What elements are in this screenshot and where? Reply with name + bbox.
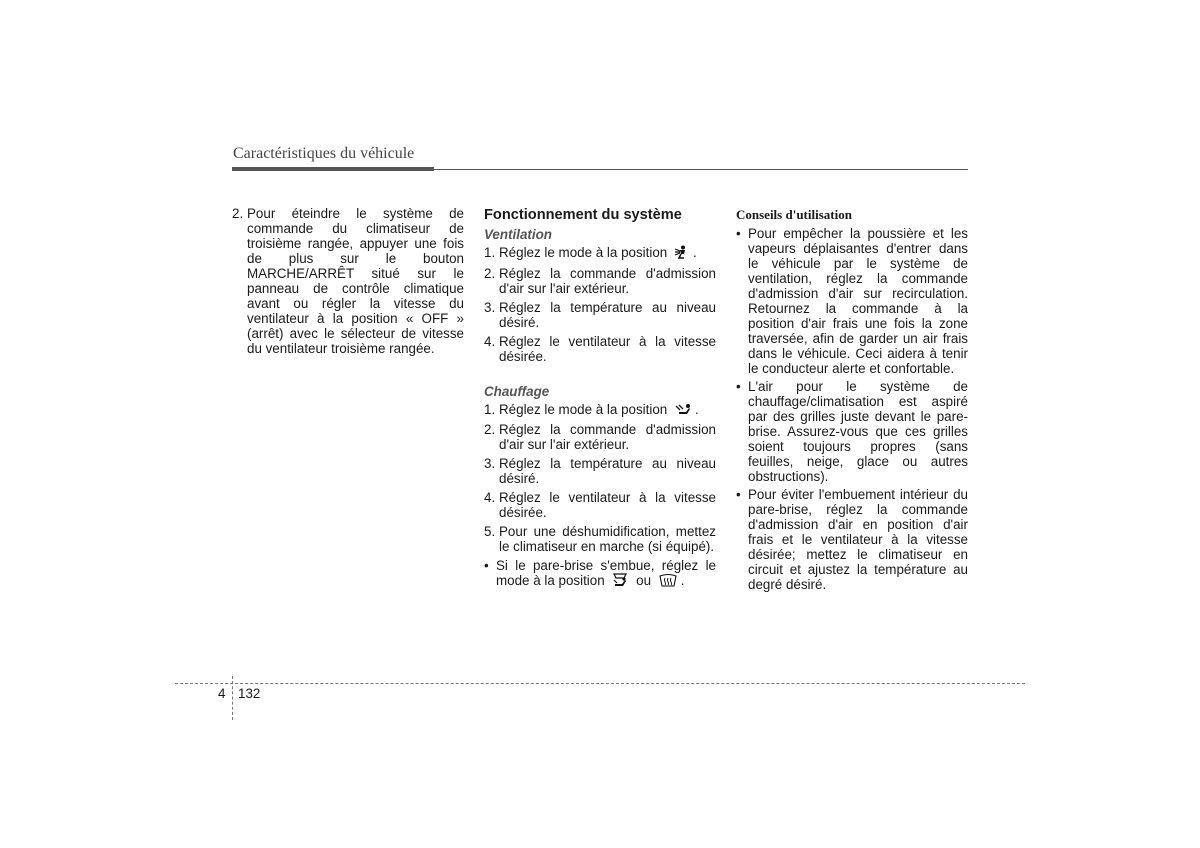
step-number: 4. — [484, 334, 496, 349]
section-title: Fonctionnement du système — [484, 207, 682, 223]
floor-mode-icon — [674, 403, 692, 418]
step-number: 1. — [484, 402, 496, 417]
step-number: 3. — [484, 300, 496, 315]
page-number: 132 — [238, 686, 261, 701]
column-3 — [736, 206, 968, 595]
ventilation-step — [484, 334, 716, 364]
bullet-dot: • — [484, 557, 489, 573]
list-item — [232, 206, 464, 356]
ventilation-title: Ventilation — [484, 227, 552, 242]
ventilation-step — [484, 300, 716, 330]
floor-defrost-mode-icon — [611, 573, 629, 590]
bullet-text: L'air pour le système de chauffage/climatisation est aspiré par des grilles juste devant le pare-brise. Assurez-vous que ces grilles soient toujours propres (sans feuilles, neige, glace ou autres obstructions). — [748, 379, 968, 484]
step-number: 2. — [484, 421, 496, 437]
chauffage-step — [484, 456, 716, 486]
chauffage-bullet — [484, 558, 716, 590]
step-text: Réglez la température au niveau désiré. — [499, 300, 716, 330]
chauffage-step — [484, 402, 716, 418]
bullet-text: Pour empêcher la poussière et les vapeurs déplaisantes d'entrer dans le véhicule par le système de ventilation, réglez la commande d'admission d'air sur recirculation. Retournez la commande à la position d'air frais une fois la zone traversée, afin de garder un air frais dans le véhicule. Ceci aidera à tenir le conducteur alerte et confortable. — [748, 226, 968, 376]
vent-mode-icon — [674, 245, 690, 262]
step-text: Réglez la commande d'admission d'air sur l'air extérieur. — [499, 266, 716, 296]
step-text: Réglez le mode à la position — [499, 245, 668, 261]
step-number: 1. — [484, 245, 496, 260]
step-text: Réglez la température au niveau désiré. — [499, 455, 716, 486]
conseil-bullet — [736, 487, 968, 592]
page-header-title: Caractéristiques du véhicule — [233, 145, 415, 162]
bullet-or: ou — [636, 573, 652, 588]
bullet-dot: • — [736, 379, 741, 394]
bullet-suffix: . — [680, 573, 685, 588]
ventilation-step — [484, 245, 716, 262]
column-1 — [232, 206, 464, 360]
step-text: Pour une déshumidification, mettez le climatiseur en marche (si équipé). — [499, 523, 716, 554]
step-number: 4. — [484, 489, 496, 505]
bullet-dot: • — [736, 487, 741, 502]
step-text: Réglez le ventilateur à la vitesse désirée. — [499, 334, 716, 364]
header-rule — [232, 169, 968, 170]
bullet-text: Pour éviter l'embuement intérieur du pare-brise, réglez la commande d'admission d'air en position d'air frais et le ventilateur à la vitesse désirée; mettez le climatiseur en circuit et ajustez la température au degré désiré. — [748, 487, 968, 592]
chauffage-step — [484, 422, 716, 452]
conseils-title: Conseils d'utilisation — [736, 207, 852, 222]
step-number: 2. — [484, 266, 496, 281]
ventilation-step — [484, 266, 716, 296]
bullet-dot: • — [736, 226, 741, 241]
conseil-bullet — [736, 379, 968, 484]
item-number: 2. — [232, 206, 244, 221]
step-number: 5. — [484, 523, 496, 539]
bullet-text: Si le pare-brise s'embue, réglez le mode à la position — [496, 557, 716, 588]
footer-divider — [232, 676, 233, 720]
step-suffix: . — [694, 402, 699, 417]
step-number: 3. — [484, 455, 496, 471]
column-2 — [484, 206, 716, 593]
footer-rule — [175, 683, 1025, 684]
step-text: Réglez le mode à la position — [499, 402, 668, 417]
conseil-bullet — [736, 226, 968, 376]
step-text: Réglez la commande d'admission d'air sur l'air extérieur. — [499, 421, 716, 452]
defrost-icon — [658, 573, 678, 590]
step-text: Réglez le ventilateur à la vitesse désirée. — [499, 489, 716, 520]
step-suffix: . — [692, 245, 697, 261]
chauffage-title: Chauffage — [484, 384, 550, 399]
chapter-number: 4 — [218, 686, 226, 701]
chauffage-step — [484, 524, 716, 554]
chauffage-step — [484, 490, 716, 520]
item-text: Pour éteindre le système de commande du climatiseur de troisième rangée, appuyer une fois de plus sur le bouton MARCHE/ARRÊT situé sur le panneau de contrôle climatique avant ou régler la vitesse du ventilateur à la position « OFF » (arrêt) avec le sélecteur de vitesse du ventilateur troisième rangée. — [247, 206, 464, 356]
